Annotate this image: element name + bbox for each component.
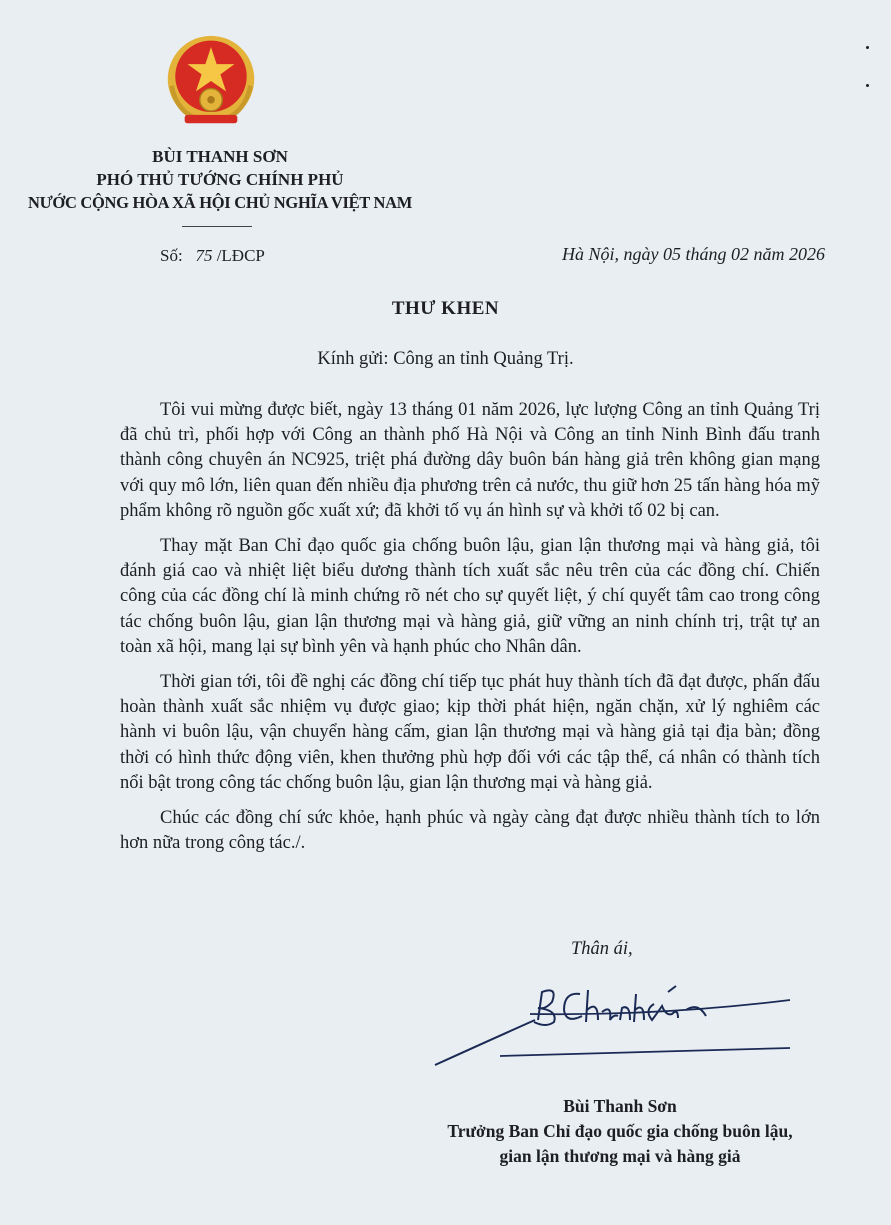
header-divider xyxy=(182,226,252,227)
body-paragraph: Tôi vui mừng được biết, ngày 13 tháng 01 năm 2026, lực lượng Công an tỉnh Quảng Trị đã chủ trì, phối hợp với Công an thành phố Hà Nội và Công an tỉnh Ninh Bình đấu tranh thành công chuyên án NC925, triệt phá đường dây buôn bán hàng giả trên không gian mạng với quy mô lớn, liên quan đến nhiều địa phương trên cả nước, thu giữ hơn 25 tấn hàng hóa mỹ phẩm không rõ nguồn gốc xuất xứ; đã khởi tố vụ án hình sự và khởi tố 02 bị can. xyxy=(120,400,820,521)
signer-role: Trưởng Ban Chỉ đạo quốc gia chống buôn lậu, xyxy=(447,1121,793,1141)
margin-dot xyxy=(866,46,869,49)
body-paragraph: Chúc các đồng chí sức khỏe, hạnh phúc và ngày càng đạt được nhiều thành tích to lớn hơn nữa trong công tác./. xyxy=(120,808,820,854)
sender-title: PHÓ THỦ TƯỚNG CHÍNH PHỦ xyxy=(96,170,344,189)
sender-name: BÙI THANH SƠN xyxy=(152,147,288,166)
salutation: Kính gửi: Công an tỉnh Quảng Trị. xyxy=(317,349,574,369)
country-name: NƯỚC CỘNG HÒA XÃ HỘI CHỦ NGHĨA VIỆT NAM xyxy=(27,193,413,212)
reference-code: /LĐCP xyxy=(216,246,265,265)
margin-dot xyxy=(866,84,869,87)
national-emblem-icon xyxy=(164,34,258,128)
body-paragraph: Thay mặt Ban Chỉ đạo quốc gia chống buôn lậu, gian lận thương mại và hàng giả, tôi đánh giá cao và nhiệt liệt biểu dương thành tích xuất sắc nêu trên của các đồng chí. Chiến công của các đồng chí là minh chứng rõ nét cho sự quyết liệt, ý chí quyết tâm cao trong công tác chống buôn lậu, gian lận thương mại và hàng giả, giữ vững an ninh chính trị, trật tự an toàn xã hội, mang lại sự bình yên và hạnh phúc cho Nhân dân. xyxy=(120,536,820,657)
letter-body xyxy=(120,398,820,866)
reference-number xyxy=(160,246,265,266)
reference-value: 75 xyxy=(195,246,213,265)
document-title: THƯ KHEN xyxy=(391,298,500,319)
body-paragraph: Thời gian tới, tôi đề nghị các đồng chí tiếp tục phát huy thành tích đã đạt được, phấn đấu hoàn thành xuất sắc nhiệm vụ được giao; kịp thời phát hiện, ngăn chặn, xử lý nghiêm các hành vi buôn lậu, vận chuyển hàng cấm, gian lận thương mại và hàng giả tại địa bàn; đồng thời có hình thức động viên, khen thưởng phù hợp đối với các tập thể, cá nhân có thành tích nổi bật trong công tác chống buôn lậu, gian lận thương mại và hàng giả. xyxy=(120,672,820,793)
letter-date: Hà Nội, ngày 05 tháng 02 năm 2026 xyxy=(562,244,825,264)
signer-name: Bùi Thanh Sơn xyxy=(563,1096,677,1116)
signer-role: gian lận thương mại và hàng giả xyxy=(499,1146,741,1166)
closing: Thân ái, xyxy=(571,939,633,959)
reference-label: Số: xyxy=(160,246,183,265)
handwritten-signature xyxy=(430,980,800,1070)
